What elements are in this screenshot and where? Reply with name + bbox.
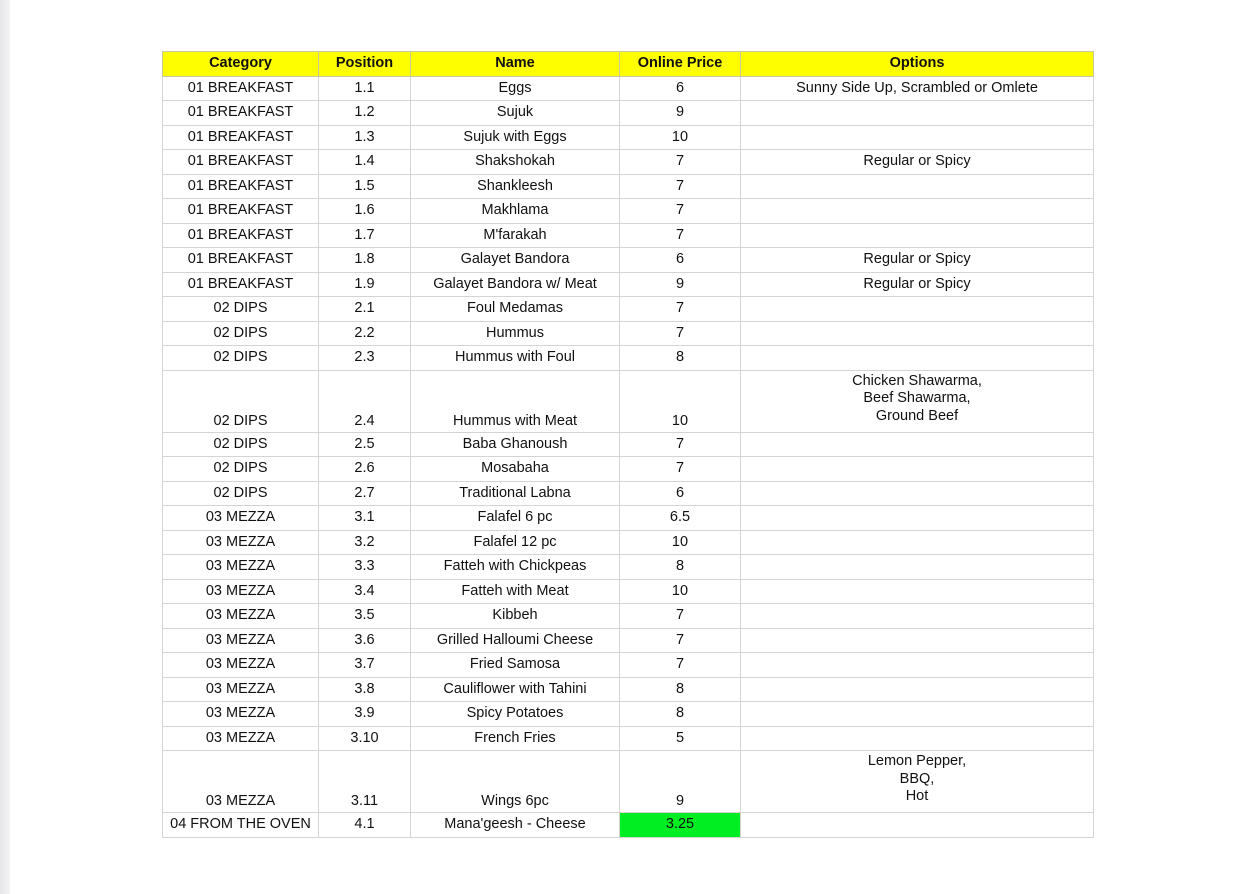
cell-name: M'farakah: [411, 223, 620, 248]
cell-category: 02 DIPS: [163, 321, 319, 346]
cell-options: [741, 346, 1094, 371]
cell-options: [741, 125, 1094, 150]
cell-name: Sujuk with Eggs: [411, 125, 620, 150]
cell-online-price: 7: [620, 174, 741, 199]
cell-category: 03 MEZZA: [163, 555, 319, 580]
cell-category: 02 DIPS: [163, 481, 319, 506]
cell-category: 03 MEZZA: [163, 579, 319, 604]
table-row: [163, 346, 1094, 371]
cell-name: Eggs: [411, 76, 620, 101]
header-category: Category: [163, 52, 319, 77]
cell-position: 2.3: [319, 346, 411, 371]
table-row: [163, 150, 1094, 175]
cell-options: [741, 432, 1094, 457]
cell-position: 1.5: [319, 174, 411, 199]
cell-position: 3.5: [319, 604, 411, 629]
table-row: [163, 813, 1094, 838]
table-row: [163, 628, 1094, 653]
cell-category: 03 MEZZA: [163, 751, 319, 813]
header-row: [163, 52, 1094, 77]
header-name: Name: [411, 52, 620, 77]
cell-position: 1.2: [319, 101, 411, 126]
cell-name: Galayet Bandora: [411, 248, 620, 273]
table-row: [163, 432, 1094, 457]
cell-category: 02 DIPS: [163, 432, 319, 457]
cell-position: 1.3: [319, 125, 411, 150]
cell-category: 01 BREAKFAST: [163, 248, 319, 273]
cell-category: 01 BREAKFAST: [163, 174, 319, 199]
cell-online-price: 8: [620, 346, 741, 371]
cell-category: 03 MEZZA: [163, 726, 319, 751]
cell-online-price: 7: [620, 150, 741, 175]
cell-category: 03 MEZZA: [163, 604, 319, 629]
cell-name: Hummus with Meat: [411, 370, 620, 432]
menu-table: [162, 51, 1094, 838]
cell-position: 3.2: [319, 530, 411, 555]
table-row: [163, 481, 1094, 506]
table-row: [163, 579, 1094, 604]
header-options: Options: [741, 52, 1094, 77]
option-line: Chicken Shawarma,: [852, 372, 982, 389]
table-row: [163, 321, 1094, 346]
cell-online-price: 8: [620, 555, 741, 580]
cell-category: 02 DIPS: [163, 346, 319, 371]
table-row: [163, 555, 1094, 580]
cell-online-price: 10: [620, 125, 741, 150]
option-line: Ground Beef: [875, 407, 959, 424]
cell-name: Grilled Halloumi Cheese: [411, 628, 620, 653]
cell-name: Shankleesh: [411, 174, 620, 199]
option-line: Regular or Spicy: [863, 153, 971, 170]
cell-category: 01 BREAKFAST: [163, 223, 319, 248]
cell-position: 2.5: [319, 432, 411, 457]
cell-online-price: 6: [620, 76, 741, 101]
cell-position: 2.4: [319, 370, 411, 432]
cell-category: 03 MEZZA: [163, 628, 319, 653]
cell-name: Mosabaha: [411, 457, 620, 482]
header-online-price: Online Price: [620, 52, 741, 77]
cell-online-price: 9: [620, 272, 741, 297]
cell-name: Fatteh with Chickpeas: [411, 555, 620, 580]
cell-category: 02 DIPS: [163, 297, 319, 322]
table-row: [163, 272, 1094, 297]
cell-category: 02 DIPS: [163, 370, 319, 432]
cell-online-price: 6: [620, 481, 741, 506]
cell-options: [741, 628, 1094, 653]
cell-position: 2.7: [319, 481, 411, 506]
cell-name: Traditional Labna: [411, 481, 620, 506]
cell-name: Baba Ghanoush: [411, 432, 620, 457]
cell-online-price: 10: [620, 579, 741, 604]
cell-category: 03 MEZZA: [163, 530, 319, 555]
cell-category: 03 MEZZA: [163, 702, 319, 727]
cell-category: 01 BREAKFAST: [163, 125, 319, 150]
cell-online-price: 7: [620, 223, 741, 248]
option-line: Beef Shawarma,: [863, 390, 971, 406]
cell-online-price: 7: [620, 432, 741, 457]
cell-category: 01 BREAKFAST: [163, 150, 319, 175]
cell-name: Hummus with Foul: [411, 346, 620, 371]
header-position: Position: [319, 52, 411, 77]
table-row: [163, 653, 1094, 678]
cell-name: Falafel 12 pc: [411, 530, 620, 555]
cell-options: [741, 297, 1094, 322]
cell-options: [741, 321, 1094, 346]
cell-online-price: 7: [620, 653, 741, 678]
cell-options: [741, 530, 1094, 555]
cell-category: 01 BREAKFAST: [163, 101, 319, 126]
cell-position: 3.7: [319, 653, 411, 678]
cell-category: 03 MEZZA: [163, 653, 319, 678]
cell-position: 3.4: [319, 579, 411, 604]
cell-name: Falafel 6 pc: [411, 506, 620, 531]
table-row: [163, 457, 1094, 482]
table-row: [163, 125, 1094, 150]
cell-name: Hummus: [411, 321, 620, 346]
cell-options: [741, 223, 1094, 248]
viewer-left-edge: [0, 0, 10, 894]
table-row: [163, 506, 1094, 531]
cell-options: [741, 481, 1094, 506]
cell-online-price: 7: [620, 321, 741, 346]
cell-options: [741, 370, 1094, 432]
cell-category: 01 BREAKFAST: [163, 199, 319, 224]
cell-position: 3.1: [319, 506, 411, 531]
cell-position: 3.3: [319, 555, 411, 580]
cell-position: 3.6: [319, 628, 411, 653]
table-row: [163, 677, 1094, 702]
option-line: Lemon Pepper,: [867, 753, 967, 769]
table-row: [163, 726, 1094, 751]
option-line: Regular or Spicy: [863, 275, 971, 292]
cell-position: 3.9: [319, 702, 411, 727]
cell-position: 3.11: [319, 751, 411, 813]
cell-category: 02 DIPS: [163, 457, 319, 482]
table-row: [163, 297, 1094, 322]
cell-online-price: 5: [620, 726, 741, 751]
cell-category: 01 BREAKFAST: [163, 272, 319, 297]
cell-position: 1.4: [319, 150, 411, 175]
cell-options: [741, 702, 1094, 727]
cell-name: Cauliflower with Tahini: [411, 677, 620, 702]
cell-name: Fried Samosa: [411, 653, 620, 678]
table-row: [163, 199, 1094, 224]
cell-position: 2.6: [319, 457, 411, 482]
cell-online-price: 8: [620, 677, 741, 702]
cell-online-price: 6.5: [620, 506, 741, 531]
cell-online-price: 6: [620, 248, 741, 273]
table-row: [163, 101, 1094, 126]
cell-name: French Fries: [411, 726, 620, 751]
table-row: [163, 174, 1094, 199]
cell-online-price: 10: [620, 530, 741, 555]
cell-name: Shakshokah: [411, 150, 620, 175]
cell-online-price: 7: [620, 457, 741, 482]
table-row: [163, 604, 1094, 629]
cell-position: 1.1: [319, 76, 411, 101]
cell-name: Mana'geesh - Cheese: [411, 813, 620, 838]
cell-position: 3.8: [319, 677, 411, 702]
cell-options: [741, 174, 1094, 199]
cell-options: [741, 813, 1094, 838]
cell-category: 03 MEZZA: [163, 506, 319, 531]
cell-position: 4.1: [319, 813, 411, 838]
cell-online-price: 7: [620, 604, 741, 629]
cell-category: 03 MEZZA: [163, 677, 319, 702]
option-line: BBQ,: [899, 770, 935, 787]
cell-online-price: 10: [620, 370, 741, 432]
cell-position: 1.8: [319, 248, 411, 273]
cell-position: 2.1: [319, 297, 411, 322]
cell-options: [741, 726, 1094, 751]
cell-options: [741, 199, 1094, 224]
cell-options: [741, 604, 1094, 629]
cell-category: 01 BREAKFAST: [163, 76, 319, 101]
cell-options: [741, 76, 1094, 101]
cell-options: [741, 248, 1094, 273]
table-row: [163, 751, 1094, 813]
cell-options: [741, 751, 1094, 813]
table-row: [163, 248, 1094, 273]
cell-position: 3.10: [319, 726, 411, 751]
cell-online-price: 9: [620, 751, 741, 813]
cell-category: 04 FROM THE OVEN: [163, 813, 319, 838]
cell-name: Foul Medamas: [411, 297, 620, 322]
cell-options: [741, 555, 1094, 580]
cell-online-price: 9: [620, 101, 741, 126]
cell-name: Sujuk: [411, 101, 620, 126]
cell-name: Galayet Bandora w/ Meat: [411, 272, 620, 297]
cell-options: [741, 150, 1094, 175]
table-row: [163, 530, 1094, 555]
cell-options: [741, 272, 1094, 297]
cell-name: Makhlama: [411, 199, 620, 224]
table-row: [163, 370, 1094, 432]
cell-name: Wings 6pc: [411, 751, 620, 813]
cell-position: 1.7: [319, 223, 411, 248]
cell-online-price: 3.25: [620, 813, 741, 838]
cell-name: Fatteh with Meat: [411, 579, 620, 604]
table-body: [163, 76, 1094, 837]
cell-options: [741, 579, 1094, 604]
cell-online-price: 7: [620, 628, 741, 653]
table-row: [163, 702, 1094, 727]
option-line: Regular or Spicy: [863, 251, 971, 268]
cell-options: [741, 457, 1094, 482]
cell-position: 1.9: [319, 272, 411, 297]
table-row: [163, 223, 1094, 248]
cell-name: Kibbeh: [411, 604, 620, 629]
cell-options: [741, 653, 1094, 678]
cell-position: 2.2: [319, 321, 411, 346]
option-line: Sunny Side Up, Scrambled or Omlete: [796, 79, 1038, 96]
table-row: [163, 76, 1094, 101]
cell-online-price: 7: [620, 297, 741, 322]
option-line: Hot: [905, 788, 929, 804]
cell-options: [741, 506, 1094, 531]
cell-options: [741, 101, 1094, 126]
cell-options: [741, 677, 1094, 702]
cell-online-price: 8: [620, 702, 741, 727]
cell-name: Spicy Potatoes: [411, 702, 620, 727]
cell-online-price: 7: [620, 199, 741, 224]
cell-position: 1.6: [319, 199, 411, 224]
